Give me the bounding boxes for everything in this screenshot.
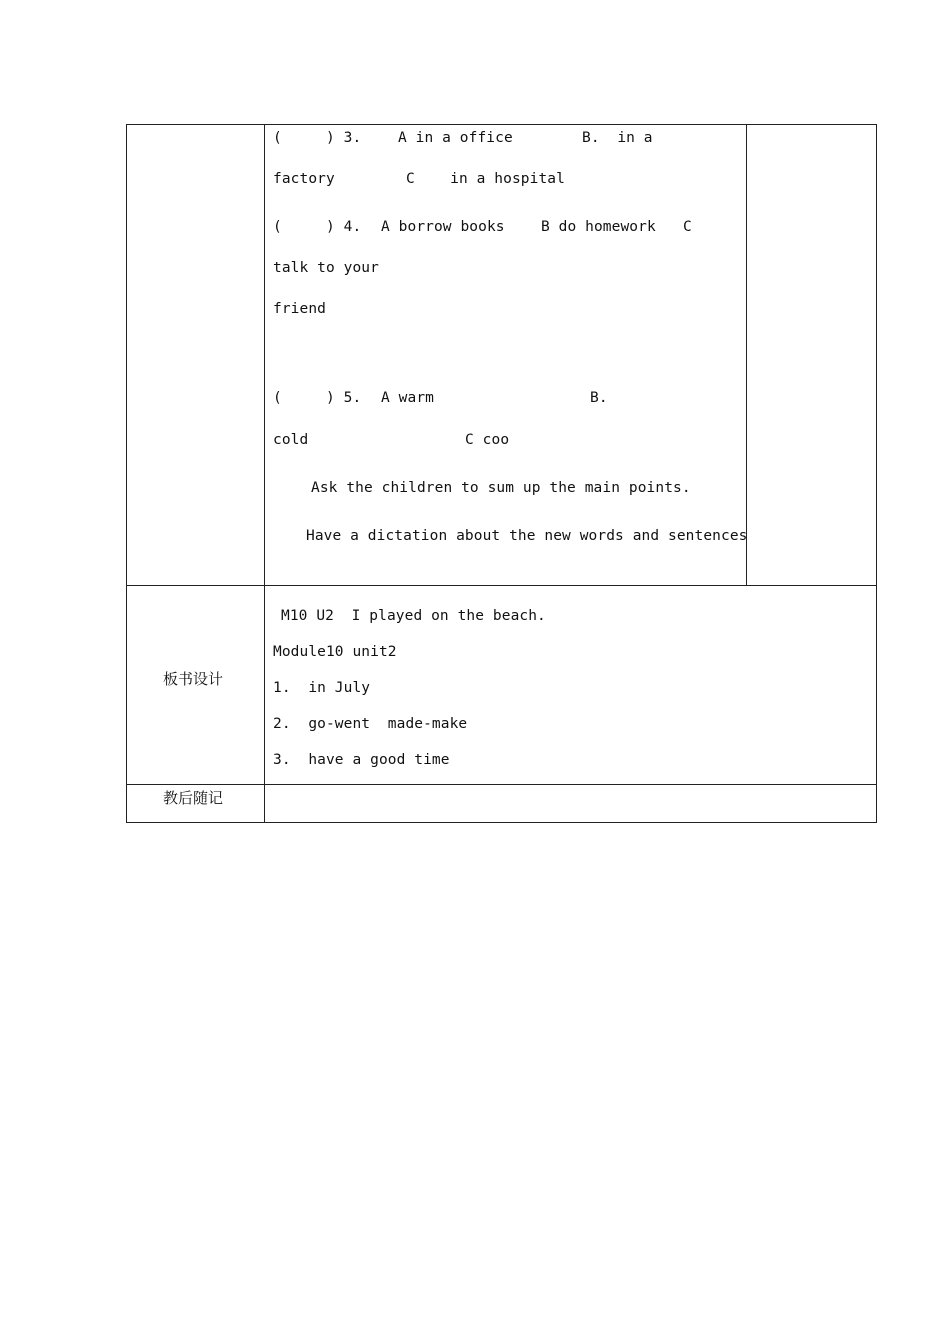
q3-option-a: A in a office xyxy=(398,130,513,146)
row-divider-reflection xyxy=(126,784,877,785)
q4-option-c-line2: friend xyxy=(273,301,326,317)
q5-option-b-text: cold xyxy=(273,432,309,448)
q3-option-c: C in a hospital xyxy=(406,171,565,187)
label-column-divider xyxy=(264,124,265,823)
q3-option-b-start: B. in a xyxy=(582,130,653,146)
q3-option-b-end: factory xyxy=(273,171,335,187)
q5-number: ( ) 5. xyxy=(273,390,362,406)
q4-option-c-line1: talk to your xyxy=(273,260,379,276)
board-item-1: 1. in July xyxy=(273,680,371,696)
q5-option-c: C coo xyxy=(465,432,510,448)
notes-column-divider xyxy=(746,124,747,586)
board-item-3: 3. have a good time xyxy=(273,752,450,768)
row-divider-board xyxy=(126,585,877,586)
q5-option-b-letter: B. xyxy=(590,390,608,406)
q4-option-b: B do homework xyxy=(541,219,656,235)
summary-instruction: Ask the children to sum up the main points. xyxy=(311,480,691,496)
table-right-border xyxy=(876,124,877,823)
board-module: Module10 unit2 xyxy=(273,644,397,660)
reflection-label: 教后随记 xyxy=(163,789,224,807)
dictation-instruction: Have a dictation about the new words and sentences xyxy=(306,528,748,544)
q4-option-c-letter: C xyxy=(683,219,692,235)
board-title: M10 U2 I played on the beach. xyxy=(281,608,546,624)
board-item-2: 2. go-went made-make xyxy=(273,716,468,732)
q4-number: ( ) 4. xyxy=(273,219,362,235)
table-left-border xyxy=(126,124,127,823)
q5-option-a: A warm xyxy=(381,390,434,406)
table-top-border xyxy=(126,124,877,125)
q3-number: ( ) 3. xyxy=(273,130,362,146)
board-design-label: 板书设计 xyxy=(163,670,224,688)
table-bottom-border xyxy=(126,822,877,823)
q4-option-a: A borrow books xyxy=(381,219,505,235)
